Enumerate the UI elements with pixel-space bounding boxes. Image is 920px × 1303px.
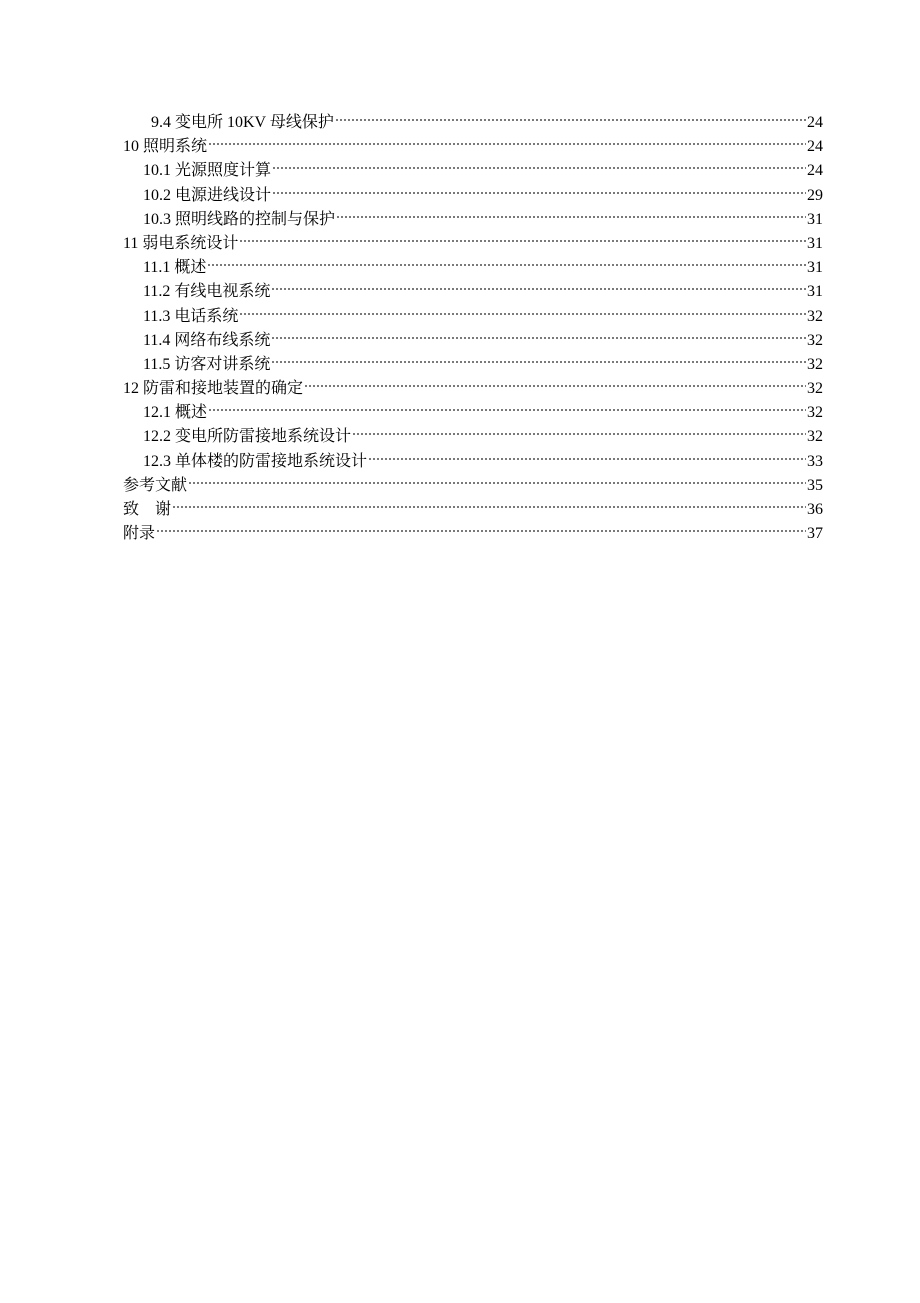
toc-dot-leader [208, 407, 806, 413]
toc-entry-page: 32 [807, 380, 823, 398]
toc-dot-leader [336, 214, 806, 220]
toc-dot-leader [172, 504, 806, 510]
toc-entry-page: 36 [807, 501, 823, 518]
toc-entry-page: 24 [807, 114, 823, 131]
toc-entry-title: 12.2 变电所防雷接地系统设计 [143, 428, 352, 446]
toc-dot-leader [271, 286, 806, 292]
toc-entry-page: 29 [807, 186, 823, 204]
toc-entry-title: 12.1 概述 [143, 404, 208, 422]
toc-dot-leader [208, 141, 806, 147]
toc-entry-title: 11.5 访客对讲系统 [143, 355, 271, 373]
toc-entry-12-2[interactable] [123, 425, 823, 449]
toc-entry-10-3[interactable] [123, 208, 823, 232]
toc-entry-title: 致 谢 [123, 501, 172, 518]
toc-dot-leader [335, 117, 806, 123]
toc-entry-title: 11.1 概述 [143, 259, 207, 277]
toc-entry-12-1[interactable] [123, 401, 823, 425]
toc-dot-leader [271, 335, 806, 341]
toc-entry-title: 10.3 照明线路的控制与保护 [143, 210, 336, 228]
toc-dot-leader [207, 262, 806, 268]
toc-entry-acknowledgements[interactable] [123, 498, 823, 522]
toc-entry-references[interactable] [123, 474, 823, 498]
toc-entry-11[interactable] [123, 232, 823, 256]
toc-entry-page: 31 [807, 234, 823, 252]
toc-entry-12[interactable] [123, 377, 823, 401]
toc-entry-11-4[interactable] [123, 329, 823, 353]
toc-entry-11-2[interactable] [123, 280, 823, 304]
toc-dot-leader [304, 383, 806, 389]
toc-entry-11-5[interactable] [123, 353, 823, 377]
toc-entry-title: 10 照明系统 [123, 138, 208, 156]
toc-entry-10-1[interactable] [123, 159, 823, 183]
toc-entry-title: 参考文献 [123, 476, 188, 494]
toc-entry-page: 31 [807, 259, 823, 277]
toc-entry-title: 10.1 光源照度计算 [143, 162, 272, 180]
toc-entry-page: 35 [807, 476, 823, 494]
toc-entry-title: 10.2 电源进线设计 [143, 186, 272, 204]
toc-entry-12-3[interactable] [123, 450, 823, 474]
toc-entry-page: 37 [807, 525, 823, 543]
toc-dot-leader [239, 311, 806, 317]
toc-dot-leader [272, 190, 806, 196]
toc-entry-page: 32 [807, 404, 823, 422]
toc-dot-leader [352, 431, 806, 437]
toc-entry-page: 31 [807, 210, 823, 228]
toc-entry-10[interactable] [123, 135, 823, 159]
toc-entry-9-4[interactable] [123, 111, 823, 135]
toc-entry-title: 11.3 电话系统 [143, 307, 239, 325]
toc-entry-page: 32 [807, 307, 823, 325]
toc-entry-title: 11.4 网络布线系统 [143, 331, 271, 349]
toc-dot-leader [272, 165, 806, 171]
toc-entry-page: 31 [807, 283, 823, 301]
toc-entry-11-3[interactable] [123, 305, 823, 329]
toc-entry-title: 11.2 有线电视系统 [143, 283, 271, 301]
toc-entry-appendix[interactable] [123, 522, 823, 546]
table-of-contents [123, 111, 823, 546]
toc-entry-11-1[interactable] [123, 256, 823, 280]
toc-entry-10-2[interactable] [123, 184, 823, 208]
toc-entry-title: 11 弱电系统设计 [123, 234, 239, 252]
toc-entry-page: 24 [807, 138, 823, 156]
toc-entry-title: 9.4 变电所 10KV 母线保护 [151, 114, 334, 131]
toc-entry-title: 12.3 单体楼的防雷接地系统设计 [143, 452, 368, 470]
toc-entry-page: 32 [807, 355, 823, 373]
toc-dot-leader [239, 238, 806, 244]
toc-entry-page: 24 [807, 162, 823, 180]
toc-dot-leader [156, 528, 806, 534]
toc-entry-page: 32 [807, 331, 823, 349]
toc-entry-page: 33 [807, 452, 823, 470]
toc-entry-page: 32 [807, 428, 823, 446]
toc-dot-leader [368, 456, 806, 462]
toc-dot-leader [188, 480, 806, 486]
toc-entry-title: 12 防雷和接地装置的确定 [123, 380, 304, 398]
toc-dot-leader [271, 359, 806, 365]
toc-entry-title: 附录 [123, 525, 156, 543]
